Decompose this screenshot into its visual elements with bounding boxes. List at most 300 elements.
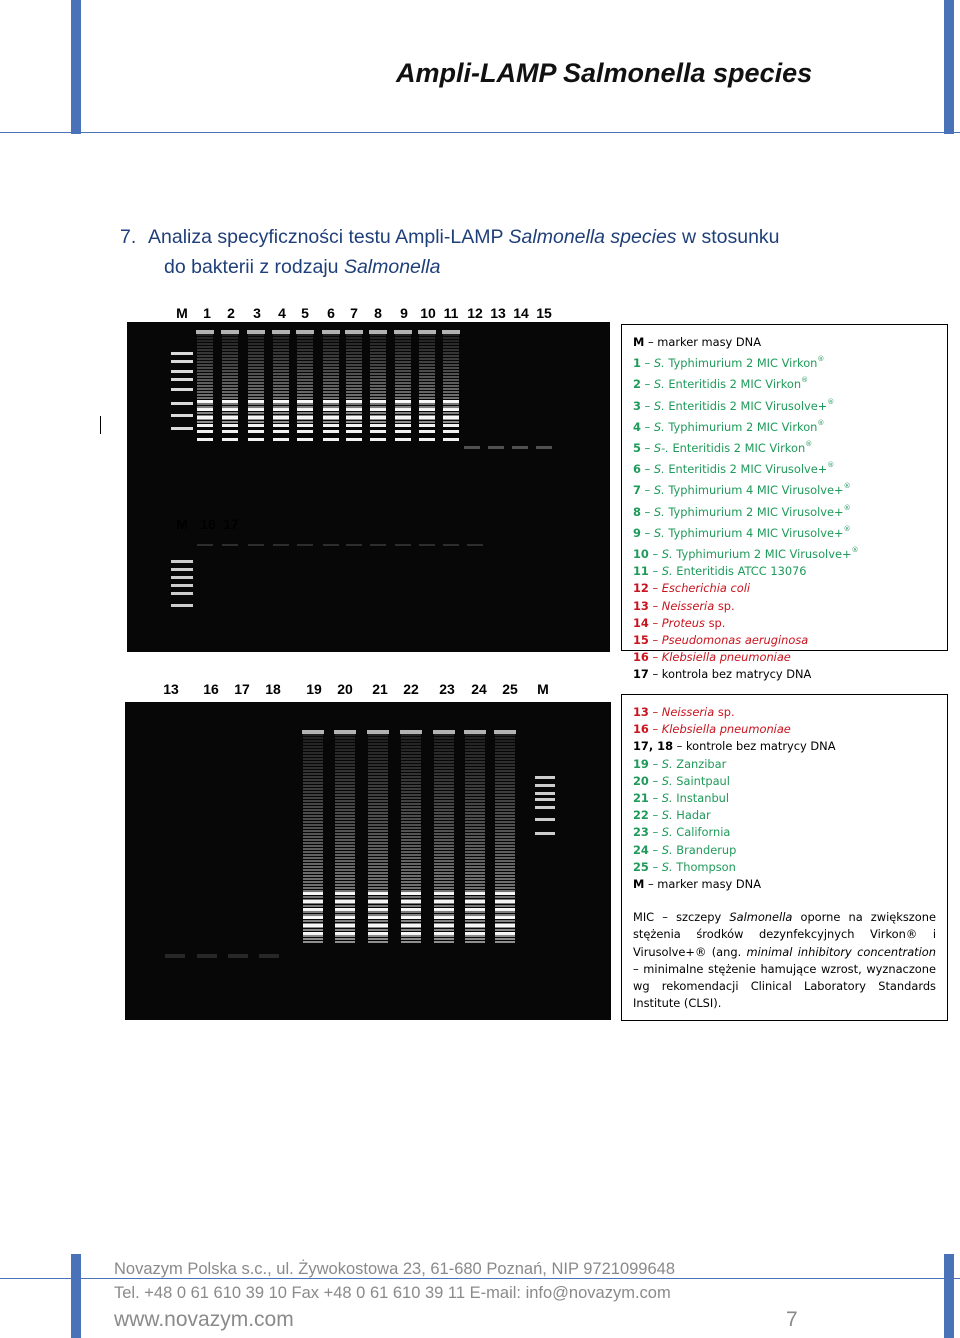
- gel2-lane-22-band: [401, 908, 421, 911]
- gel1-lane-13-faint: [488, 446, 504, 449]
- gel2-lane-23-smear: [434, 833, 454, 835]
- legend1-item: [633, 457, 936, 478]
- gel2-lane-22-smear: [401, 866, 421, 868]
- gel2-lane-25-smear: [495, 935, 515, 937]
- gel1-lane-6-smear: [323, 373, 339, 375]
- gel1-lane-3-smear: [248, 379, 264, 381]
- legend1-text: Typhimurium 2 MIC Virusolve+: [672, 547, 852, 562]
- gel1-lane-4-smear: [273, 379, 289, 381]
- gel2-lane-20-smear: [335, 797, 355, 799]
- gel2-lane-21-smear: [368, 896, 388, 898]
- legend1-species: Proteus: [661, 615, 705, 630]
- gel1-lane-3-smear: [248, 343, 264, 345]
- gel2-lane-19-smear: [303, 881, 323, 883]
- section-title-d: do bakterii z rodzaju: [164, 256, 344, 278]
- legend1-text: Enteritidis 2 MIC Virusolve+: [664, 462, 828, 477]
- gel1-lane-1-band: [197, 408, 213, 411]
- gel1-lane-4-smear: [273, 397, 289, 399]
- gel1-lane-4-smear: [273, 382, 289, 384]
- gel1-lane-1-band: [197, 438, 213, 441]
- gel2-lane-24-smear: [465, 935, 485, 937]
- gel2-lane-22-smear: [401, 863, 421, 865]
- gel2-lane-19-smear: [303, 812, 323, 814]
- legend2-item: [633, 704, 936, 721]
- gel2-lane-24-smear: [465, 896, 485, 898]
- gel1-lane-1-smear: [197, 364, 213, 366]
- gel2-lane-24-band: [465, 892, 485, 895]
- gel1-lane-1-smear: [197, 355, 213, 357]
- gel1-lane-9-band: [395, 430, 411, 433]
- gel2-lane-24-smear: [465, 776, 485, 778]
- gel1-lane-11-smear: [443, 358, 459, 360]
- gel2-lane-21-band: [368, 924, 388, 927]
- gel1-lane-4-smear: [273, 364, 289, 366]
- gel2-lane-22-smear: [401, 803, 421, 805]
- gel2-lane-21-smear: [368, 887, 388, 889]
- gel1-lane-2-band: [222, 424, 238, 427]
- gel1-lower-trace: [222, 544, 238, 546]
- gel1-lane-2-smear: [222, 364, 238, 366]
- gel2-lane-25-smear: [495, 839, 515, 841]
- gel1-lane-1-smear: [197, 388, 213, 390]
- gel1-lane-2-band: [222, 408, 238, 411]
- gel1-lane-3-smear: [248, 337, 264, 339]
- gel2-lane-25-smear: [495, 920, 515, 922]
- gel2-lane-23-smear: [434, 809, 454, 811]
- gel1-lane-8-smear: [370, 397, 386, 399]
- legend1-species: S.: [661, 547, 673, 562]
- gel1-lane-6-smear: [323, 352, 339, 354]
- gel2-marker-band: [535, 806, 555, 809]
- gel2-lane-19-smear: [303, 734, 323, 736]
- gel2-lane-24-smear: [465, 920, 485, 922]
- gel2-lane-23-smear: [434, 863, 454, 865]
- gel2-lane-25-smear: [495, 905, 515, 907]
- gel2-lane-20-band: [335, 916, 355, 919]
- gel2-lane-19-smear: [303, 776, 323, 778]
- gel1-lane-6-well: [322, 330, 340, 334]
- gel1-lane-5-smear: [297, 394, 313, 396]
- legend1-species: S.: [661, 564, 673, 579]
- legend2-number: 23: [633, 825, 649, 840]
- gel2-lane-19-smear: [303, 824, 323, 826]
- legend2-number: 19: [633, 756, 649, 771]
- gel1-lane-10-smear: [419, 367, 435, 369]
- gel2-lane-25-smear: [495, 806, 515, 808]
- gel1-lane-10-band: [419, 424, 435, 427]
- gel2-lane-23-smear: [434, 755, 454, 757]
- gel1-lane-4-smear: [273, 352, 289, 354]
- gel2-lane-25-smear: [495, 782, 515, 784]
- gel2-lane-22-smear: [401, 935, 421, 937]
- gel2-lane-23-smear: [434, 929, 454, 931]
- gel2-lane-24-smear: [465, 836, 485, 838]
- gel1-lane-8-smear: [370, 412, 386, 414]
- gel2-lane-24-smear: [465, 875, 485, 877]
- legend1-item: [633, 478, 936, 499]
- gel1-lane-14-faint: [512, 446, 528, 449]
- gel2-lane-20-smear: [335, 845, 355, 847]
- gel1-marker2-band: [171, 604, 193, 607]
- gel2-lane-19-smear: [303, 920, 323, 922]
- gel1-lane-1-smear: [197, 397, 213, 399]
- gel2-lane-19-smear: [303, 905, 323, 907]
- gel2-lane-22-smear: [401, 821, 421, 823]
- gel1-lane-2-smear: [222, 376, 238, 378]
- legend1-registered-mark: ®: [817, 418, 825, 427]
- gel1-lane-5-smear: [297, 397, 313, 399]
- gel2-lane-20-smear: [335, 800, 355, 802]
- gel1-marker2-band: [171, 592, 193, 595]
- legend2-dash: –: [648, 722, 662, 737]
- gel1-lane-8-smear: [370, 385, 386, 387]
- gel2-lane-22-smear: [401, 776, 421, 778]
- gel2-lane-21-smear: [368, 806, 388, 808]
- gel2-lane-19-smear: [303, 752, 323, 754]
- mic-note: [633, 909, 936, 1012]
- gel1-marker-band: [171, 352, 193, 355]
- gel1-lane-2-band: [222, 416, 238, 419]
- gel2-lane-21-smear: [368, 794, 388, 796]
- gel1-lane-2-smear: [222, 397, 238, 399]
- gel2-lane-25-smear: [495, 737, 515, 739]
- gel2-lane-23-smear: [434, 890, 454, 892]
- gel1-lane-5-smear: [297, 358, 313, 360]
- gel1-lane-3-smear: [248, 334, 264, 336]
- gel2-lane-22-smear: [401, 815, 421, 817]
- gel2-lane-19-smear: [303, 797, 323, 799]
- gel2-lane-20-band: [335, 900, 355, 903]
- gel2-lane-24-smear: [465, 851, 485, 853]
- gel2-lane-20-smear: [335, 794, 355, 796]
- gel2-lane-19-smear: [303, 872, 323, 874]
- gel1-lane-3-smear: [248, 373, 264, 375]
- gel1-lower-trace: [197, 544, 213, 546]
- legend1-registered-mark: ®: [805, 440, 813, 449]
- gel2-lane-25-smear: [495, 824, 515, 826]
- gel2-lane-22-band: [401, 892, 421, 895]
- gel2-lane-23-smear: [434, 794, 454, 796]
- legend1-number: 6: [633, 462, 641, 477]
- legend2-dash: –: [648, 773, 662, 788]
- gel1-lane-10-smear: [419, 364, 435, 366]
- legend2-number: 21: [633, 791, 649, 806]
- gel2-lane-22-smear: [401, 929, 421, 931]
- gel2-lane-20-band: [335, 924, 355, 927]
- legend2-text: Saintpaul: [672, 773, 730, 788]
- gel2-lane-21-smear: [368, 809, 388, 811]
- gel2-lane-24-smear: [465, 770, 485, 772]
- gel2-lane-24-smear: [465, 842, 485, 844]
- legend2-text: Hadar: [672, 808, 711, 823]
- gel2-lane-19-smear: [303, 803, 323, 805]
- gel1-lane-1-smear: [197, 352, 213, 354]
- gel1-lane-1-smear: [197, 349, 213, 351]
- legend1-dash: –: [648, 581, 662, 596]
- gel2-lane-24-smear: [465, 782, 485, 784]
- gel2-lane-24-smear: [465, 749, 485, 751]
- gel1-lane-8-smear: [370, 388, 386, 390]
- gel2-lane-25-smear: [495, 914, 515, 916]
- gel2-lane-23-band: [434, 908, 454, 911]
- gel1-lane-5-smear: [297, 406, 313, 408]
- legend2-species: S.: [661, 825, 673, 840]
- gel1-lane-8-smear: [370, 394, 386, 396]
- gel2-lane-21-smear: [368, 785, 388, 787]
- gel2-lane-25-smear: [495, 734, 515, 736]
- gel2-lane-20-band: [335, 908, 355, 911]
- gel2-lane-24-smear: [465, 752, 485, 754]
- gel1-lane-4-smear: [273, 334, 289, 336]
- gel1-lane-6-smear: [323, 337, 339, 339]
- legend1-dash: –: [648, 615, 662, 630]
- gel1-lane-10-smear: [419, 373, 435, 375]
- gel2-lane-23-smear: [434, 779, 454, 781]
- gel1-lane-5-smear: [297, 385, 313, 387]
- gel2-lane-21-band: [368, 900, 388, 903]
- gel1-lane-7-smear: [346, 412, 362, 414]
- gel1-lane-6-smear: [323, 376, 339, 378]
- gel1-lane-10-smear: [419, 403, 435, 405]
- gel1-lane-2-smear: [222, 334, 238, 336]
- gel2-lane-23-smear: [434, 737, 454, 739]
- gel1-lane-7-smear: [346, 358, 362, 360]
- gel1-lane-6-smear: [323, 388, 339, 390]
- legend1-number: 16: [633, 650, 649, 665]
- gel1-marker2-band: [171, 576, 193, 579]
- legend1-number: 5: [633, 441, 641, 456]
- gel2-lane-25-smear: [495, 881, 515, 883]
- gel1-lane-7-smear: [346, 388, 362, 390]
- gel1-lower-trace: [346, 544, 362, 546]
- gel1-lane-8-smear: [370, 355, 386, 357]
- gel2-lane-20-smear: [335, 806, 355, 808]
- gel1-lane-7-smear: [346, 367, 362, 369]
- gel2-lane-23-smear: [434, 884, 454, 886]
- gel2-lane-21-smear: [368, 761, 388, 763]
- gel1-lane-10-well: [418, 330, 436, 334]
- legend1-number: 13: [633, 598, 649, 613]
- gel1-lane-1-smear: [197, 358, 213, 360]
- gel2-lane-25-smear: [495, 884, 515, 886]
- gel1-lane-10-band: [419, 430, 435, 433]
- gel1-lane-11-smear: [443, 385, 459, 387]
- gel2-lane-20-smear: [335, 920, 355, 922]
- gel1-lane-5-smear: [297, 370, 313, 372]
- gel2-lane-20-smear: [335, 815, 355, 817]
- gel1-lane-5-smear: [297, 403, 313, 405]
- legend1-text: Typhimurium 4 MIC Virusolve+: [664, 483, 844, 498]
- gel2-lane-25-smear: [495, 878, 515, 880]
- legend2-text: Instanbul: [672, 791, 730, 806]
- gel1-lane-2-smear: [222, 412, 238, 414]
- gel1-lane-7-smear: [346, 337, 362, 339]
- gel1-lane-1-smear: [197, 337, 213, 339]
- gel2-lane-20-smear: [335, 863, 355, 865]
- gel2-lane-20-smear: [335, 767, 355, 769]
- gel2-lane-25-well: [494, 730, 516, 734]
- legend1-item: [633, 394, 936, 415]
- legend-box-2: [621, 694, 948, 1021]
- gel1-marker2-band: [171, 584, 193, 587]
- gel2-lane-23-smear: [434, 746, 454, 748]
- gel2-lane-25-smear: [495, 815, 515, 817]
- gel1-lane-9-smear: [395, 388, 411, 390]
- gel2-lane-24-smear: [465, 911, 485, 913]
- gel1-lane-7-smear: [346, 355, 362, 357]
- footer-contact[interactable]: Tel. +48 0 61 610 39 10 Fax +48 0 61 610 39 11 E-mail: info@novazym.com: [114, 1284, 671, 1302]
- gel2-lane-23-smear: [434, 854, 454, 856]
- gel1-lane-label-13: 13: [490, 305, 506, 321]
- gel1-lane-1-well: [196, 330, 214, 334]
- gel1-lane-10-band: [419, 408, 435, 411]
- gel2-lane-20-smear: [335, 890, 355, 892]
- legend1-item: [633, 598, 936, 615]
- section-number: 7.: [120, 226, 137, 248]
- gel2-lane-label-23: 23: [439, 681, 455, 697]
- gel1-lane-4-smear: [273, 403, 289, 405]
- gel2-marker-band: [535, 776, 555, 779]
- gel2-lane-19-smear: [303, 833, 323, 835]
- gel2-lane-23-smear: [434, 860, 454, 862]
- gel2-lane-22-smear: [401, 941, 421, 943]
- gel1-marker2-band: [171, 560, 193, 563]
- gel2-lane-23-smear: [434, 773, 454, 775]
- legend-box-1: [621, 324, 948, 682]
- gel2-lane-21-smear: [368, 824, 388, 826]
- footer-website[interactable]: www.novazym.com: [114, 1308, 294, 1331]
- gel2-lane-25-band: [495, 916, 515, 919]
- gel1-lane-3-smear: [248, 385, 264, 387]
- gel1-lane-11-smear: [443, 394, 459, 396]
- gel1-lane-6-band: [323, 408, 339, 411]
- gel1-lane-2-band: [222, 438, 238, 441]
- gel2-lane-21-smear: [368, 764, 388, 766]
- gel2-lane-23-smear: [434, 836, 454, 838]
- gel2-lane-23-smear: [434, 887, 454, 889]
- legend2-species: S.: [661, 808, 673, 823]
- gel2-lane-23-smear: [434, 875, 454, 877]
- gel2-lane-22-smear: [401, 830, 421, 832]
- gel2-lane-25-smear: [495, 827, 515, 829]
- gel1-lane-5-well: [296, 330, 314, 334]
- gel2-lane-19-smear: [303, 896, 323, 898]
- gel2-lane-label-17: 17: [234, 681, 250, 697]
- gel2-lane-24-smear: [465, 737, 485, 739]
- gel2-marker-band: [535, 798, 555, 801]
- gel1-lane-label-1: 1: [203, 305, 211, 321]
- gel1-lane-4-smear: [273, 343, 289, 345]
- gel1-lane-8-band: [370, 400, 386, 403]
- gel1-lane-8-band: [370, 438, 386, 441]
- gel1-lane-2-smear: [222, 403, 238, 405]
- gel2-lane-23-smear: [434, 920, 454, 922]
- gel1-lane-10-smear: [419, 343, 435, 345]
- gel1-lane-1-smear: [197, 334, 213, 336]
- gel2-lane-21-smear: [368, 872, 388, 874]
- legend1-text: Typhimurium 2 MIC Virkon: [664, 419, 818, 434]
- footer-right-bar: [944, 1254, 954, 1338]
- gel1-lane-6-smear: [323, 382, 339, 384]
- gel2-lane-22-smear: [401, 818, 421, 820]
- legend1-item: [633, 649, 936, 666]
- gel1-marker-band: [171, 414, 193, 417]
- gel2-lane-19-smear: [303, 749, 323, 751]
- gel2-lane-20-smear: [335, 776, 355, 778]
- gel1-lane-4-smear: [273, 385, 289, 387]
- gel2-lane-25-smear: [495, 800, 515, 802]
- legend1-text: Enteritidis 2 MIC Virusolve+: [664, 398, 828, 413]
- gel1-lane-9-smear: [395, 367, 411, 369]
- gel1-lane-1-smear: [197, 343, 213, 345]
- gel1-lane-10-smear: [419, 397, 435, 399]
- gel2-lane-24-smear: [465, 821, 485, 823]
- gel2-lane-20-smear: [335, 884, 355, 886]
- gel2-lane-24-smear: [465, 830, 485, 832]
- legend2-species: S.: [661, 859, 673, 874]
- gel2-lane-22-smear: [401, 755, 421, 757]
- gel2-lane-23-smear: [434, 818, 454, 820]
- gel1-lane-9-smear: [395, 337, 411, 339]
- gel2-lane-20-smear: [335, 764, 355, 766]
- gel1-marker-band: [171, 402, 193, 405]
- gel2-lane-21-smear: [368, 845, 388, 847]
- gel2-lane-19-smear: [303, 941, 323, 943]
- gel1-lane-3-smear: [248, 391, 264, 393]
- gel2-lane-19-smear: [303, 911, 323, 913]
- gel1-lane-9-well: [394, 330, 412, 334]
- gel1-lane-6-band: [323, 424, 339, 427]
- section-title-c: w stosunku: [676, 226, 780, 248]
- gel1-lane-7-smear: [346, 379, 362, 381]
- legend1-number: 1: [633, 356, 641, 371]
- gel1-lane-10-smear: [419, 391, 435, 393]
- legend1-number: 3: [633, 398, 641, 413]
- gel1-lane-3-smear: [248, 367, 264, 369]
- gel2-lane-22-smear: [401, 839, 421, 841]
- note-e: – minimalne stężenie hamujące wzrost, wyznaczone wg rekomendacji Clinical Laboratory Standards Institute (CLSI).: [633, 961, 936, 1011]
- gel2-lane-21-smear: [368, 746, 388, 748]
- legend2-dash: –: [648, 825, 662, 840]
- gel1-lane-10-smear: [419, 406, 435, 408]
- gel2-lane-22-smear: [401, 905, 421, 907]
- gel2-lane-21-band: [368, 932, 388, 935]
- gel1-lane-3-smear: [248, 361, 264, 363]
- gel2-lane-20-smear: [335, 833, 355, 835]
- gel2-lane-21-smear: [368, 854, 388, 856]
- legend2-dash: –: [648, 756, 662, 771]
- gel2-lane-19-smear: [303, 887, 323, 889]
- gel2-lane-19-smear: [303, 743, 323, 745]
- legend2-item: [633, 790, 936, 807]
- gel1-lane-label-14: 14: [513, 305, 529, 321]
- gel1-lane-2-smear: [222, 379, 238, 381]
- gel1-lane-4-smear: [273, 346, 289, 348]
- gel1-lane-2-smear: [222, 367, 238, 369]
- gel1-lane-11-smear: [443, 346, 459, 348]
- gel2-lane-23-smear: [434, 911, 454, 913]
- gel1-lower-trace: [248, 544, 264, 546]
- gel2-negative-trace: [165, 954, 185, 958]
- gel2-lane-19-smear: [303, 860, 323, 862]
- gel2-lane-24-smear: [465, 881, 485, 883]
- gel1-lane-4-smear: [273, 394, 289, 396]
- gel2-lane-19-smear: [303, 878, 323, 880]
- legend2-text: Branderup: [672, 842, 737, 857]
- gel1-lane-3-band: [248, 430, 264, 433]
- gel2-lane-22-smear: [401, 938, 421, 940]
- gel2-lane-25-smear: [495, 854, 515, 856]
